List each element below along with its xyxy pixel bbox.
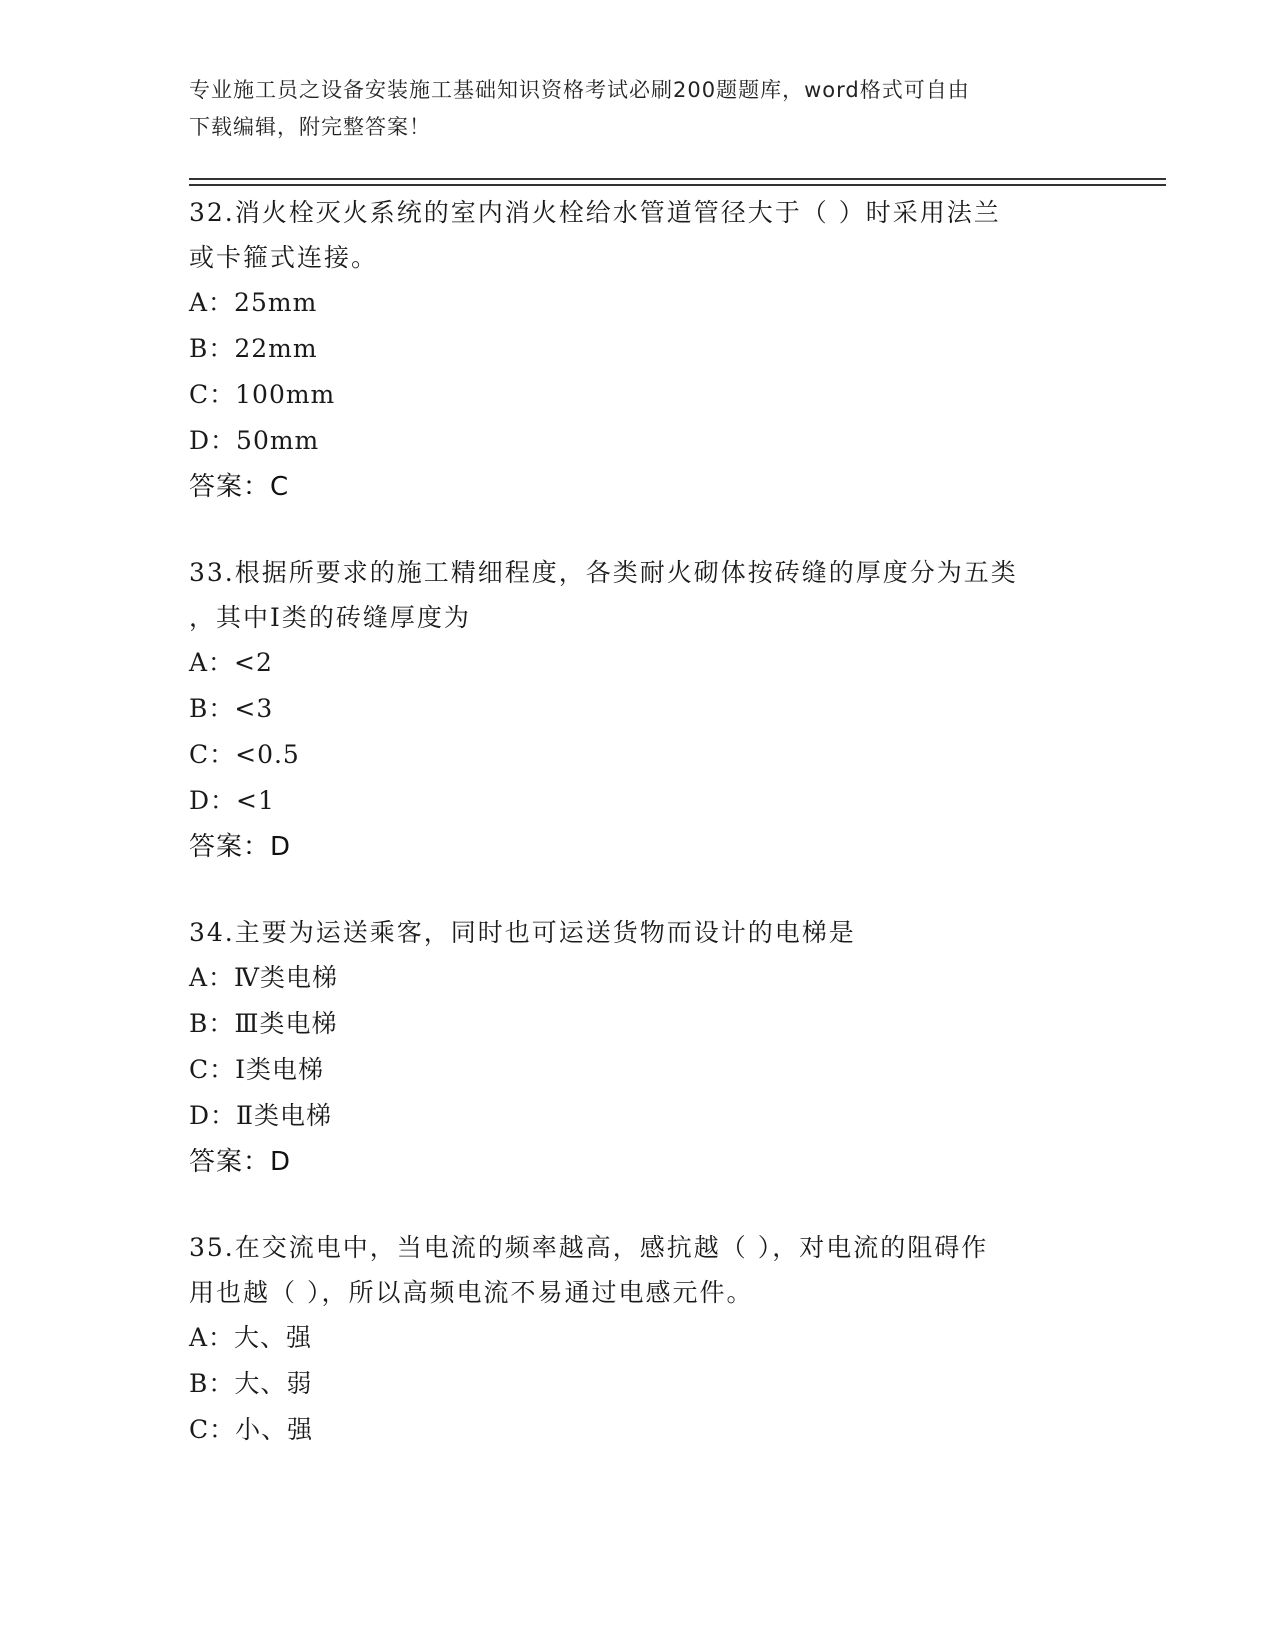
- option-d: D：50mm: [189, 426, 320, 455]
- option-a: A：Ⅳ类电梯: [189, 963, 339, 992]
- question-text: 32.消火栓灭火系统的室内消火栓给水管道管径大于（ ）时采用法兰: [189, 198, 1001, 227]
- option-a: A：25mm: [189, 288, 318, 317]
- question-text: 35.在交流电中，当电流的频率越高，感抗越（ ），对电流的阻碍作: [189, 1233, 989, 1262]
- option-c: C：100mm: [189, 380, 336, 409]
- question-35: [189, 1225, 1089, 1453]
- answer: 答案：D: [189, 832, 292, 862]
- option-b: B：大、弱: [189, 1369, 313, 1398]
- option-d: D：Ⅱ类电梯: [189, 1101, 333, 1130]
- option-b: B：<3: [189, 694, 274, 723]
- question-32: [189, 190, 1089, 510]
- question-text-continued: 或卡箍式连接。: [189, 243, 379, 272]
- option-a: A：<2: [189, 648, 273, 677]
- question-text: 33.根据所要求的施工精细程度，各类耐火砌体按砖缝的厚度分为五类: [189, 558, 1018, 587]
- option-b: B：Ⅲ类电梯: [189, 1009, 338, 1038]
- question-spacer: [189, 870, 1089, 910]
- header-line-2: 下载编辑，附完整答案！: [189, 115, 431, 139]
- header-divider-bottom: [189, 184, 1166, 186]
- answer: 答案：D: [189, 1147, 292, 1177]
- question-spacer: [189, 1185, 1089, 1225]
- option-c: C：Ⅰ类电梯: [189, 1055, 325, 1084]
- question-text-continued: ，其中Ⅰ类的砖缝厚度为: [189, 603, 471, 632]
- question-text-continued: 用也越（ ），所以高频电流不易通过电感元件。: [189, 1278, 754, 1307]
- option-a: A：大、强: [189, 1323, 313, 1352]
- header-divider-top: [189, 178, 1166, 180]
- option-d: D：<1: [189, 786, 275, 815]
- question-list: [189, 190, 1089, 1453]
- question-text: 34.主要为运送乘客，同时也可运送货物而设计的电梯是: [189, 918, 856, 947]
- answer: 答案：C: [189, 472, 290, 502]
- option-b: B：22mm: [189, 334, 318, 363]
- question-spacer: [189, 510, 1089, 550]
- document-header: [189, 72, 1079, 146]
- option-c: C：小、强: [189, 1415, 314, 1444]
- header-line-1: 专业施工员之设备安装施工基础知识资格考试必刷200题题库，word格式可自由: [189, 78, 970, 102]
- question-34: [189, 910, 1089, 1185]
- option-c: C：<0.5: [189, 740, 300, 769]
- question-33: [189, 550, 1089, 870]
